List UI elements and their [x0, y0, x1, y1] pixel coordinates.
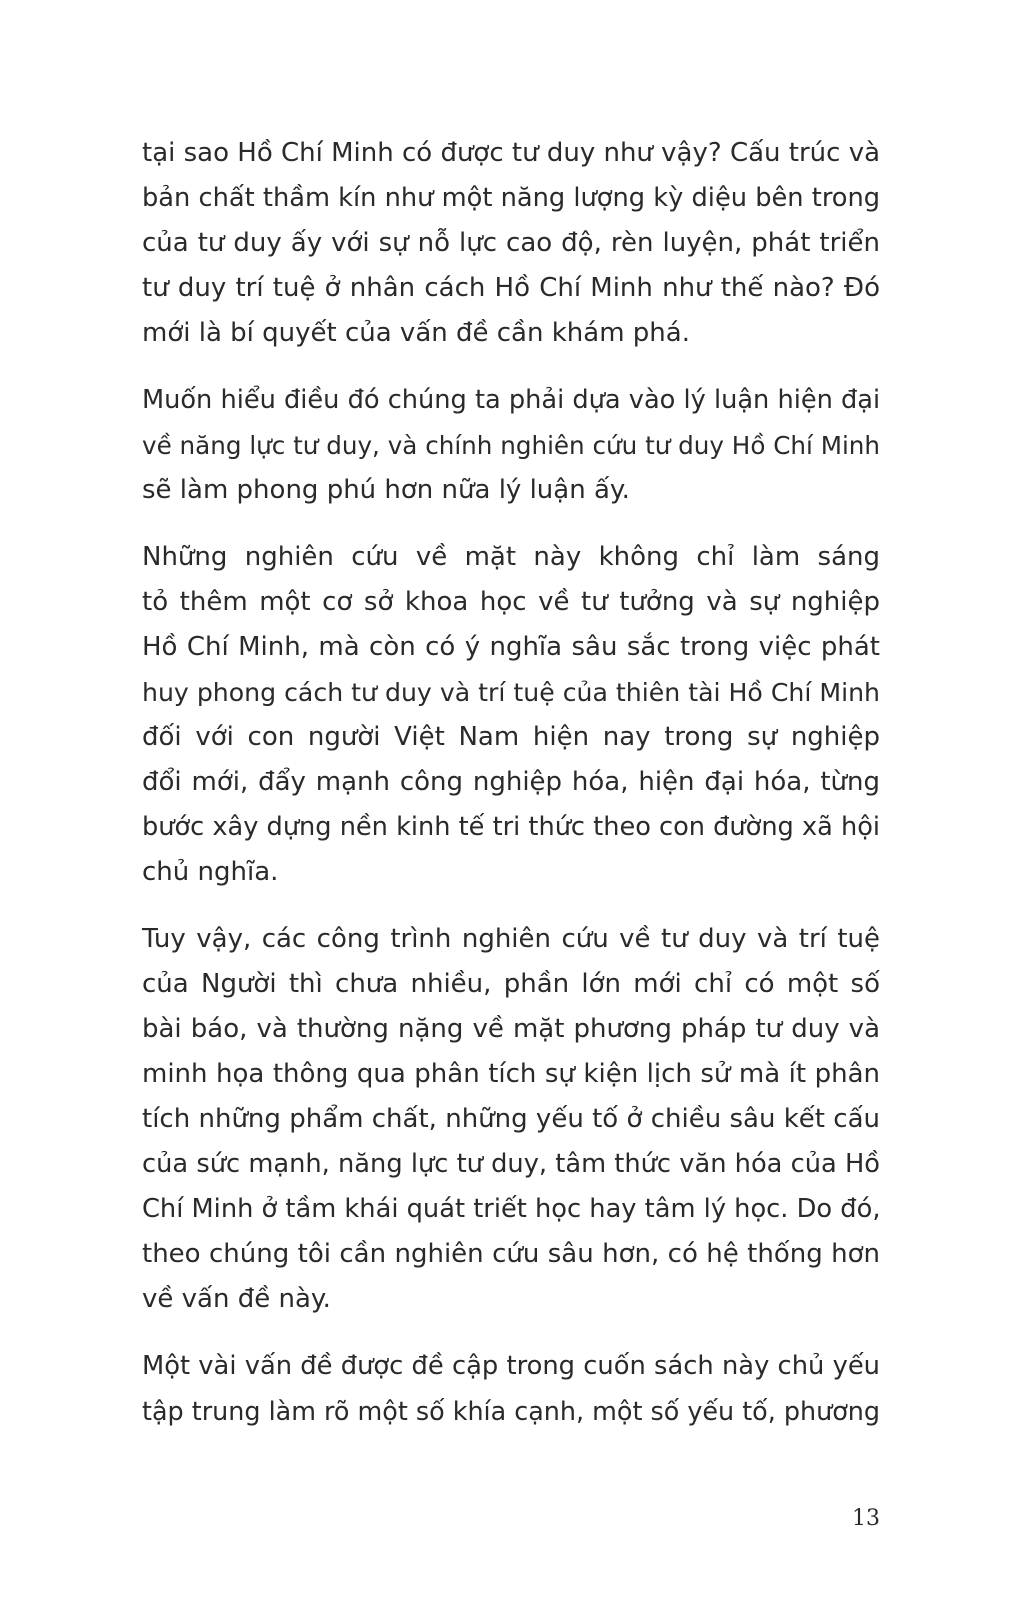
body-text [142, 131, 880, 1456]
text-line: đổi mới, đẩy mạnh công nghiệp hóa, hiện đại hóa, từng [142, 767, 880, 797]
text-line: mới là bí quyết của vấn đề cần khám phá. [142, 318, 690, 348]
paragraph-2 [142, 378, 880, 513]
text-line: bài báo, và thường nặng về mặt phương pháp tư duy và [142, 1014, 880, 1044]
paragraph-5 [142, 1344, 880, 1434]
text-line: về vấn đề này. [142, 1284, 331, 1314]
text-line: Chí Minh ở tầm khái quát triết học hay tâm lý học. Do đó, [142, 1194, 881, 1224]
text-line: của tư duy ấy với sự nỗ lực cao độ, rèn luyện, phát triển [142, 228, 880, 258]
text-line: tập trung làm rõ một số khía cạnh, một số yếu tố, phương [142, 1396, 880, 1426]
text-line: Một vài vấn đề được đề cập trong cuốn sách này chủ yếu [142, 1351, 880, 1381]
paragraph-1 [142, 131, 880, 356]
text-line: tại sao Hồ Chí Minh có được tư duy như vậy? Cấu trúc và [142, 138, 881, 168]
text-line: huy phong cách tư duy và trí tuệ của thiên tài Hồ Chí Minh [142, 678, 880, 707]
text-line: của Người thì chưa nhiều, phần lớn mới chỉ có một số [142, 969, 880, 999]
text-line: theo chúng tôi cần nghiên cứu sâu hơn, có hệ thống hơn [142, 1239, 880, 1269]
text-line: đối với con người Việt Nam hiện nay trong sự nghiệp [142, 722, 880, 752]
text-line: Tuy vậy, các công trình nghiên cứu về tư duy và trí tuệ [142, 924, 880, 954]
text-line: minh họa thông qua phân tích sự kiện lịch sử mà ít phân [142, 1059, 880, 1089]
text-line: tích những phẩm chất, những yếu tố ở chiều sâu kết cấu [142, 1104, 880, 1134]
text-line: bản chất thầm kín như một năng lượng kỳ diệu bên trong [142, 183, 881, 213]
text-line: Muốn hiểu điều đó chúng ta phải dựa vào lý luận hiện đại [142, 385, 881, 415]
paragraph-4 [142, 917, 880, 1322]
text-line: tỏ thêm một cơ sở khoa học về tư tưởng và sự nghiệp [142, 587, 880, 617]
text-line: tư duy trí tuệ ở nhân cách Hồ Chí Minh như thế nào? Đó [142, 273, 880, 303]
text-line: của sức mạnh, năng lực tư duy, tâm thức văn hóa của Hồ [142, 1149, 880, 1179]
text-line: sẽ làm phong phú hơn nữa lý luận ấy. [142, 475, 630, 505]
text-line: Những nghiên cứu về mặt này không chỉ làm sáng [142, 542, 880, 572]
text-line: chủ nghĩa. [142, 857, 279, 887]
page-number: 13 [852, 1506, 880, 1531]
paragraph-3 [142, 535, 880, 895]
text-line: về năng lực tư duy, và chính nghiên cứu tư duy Hồ Chí Minh [142, 431, 880, 460]
text-line: bước xây dựng nền kinh tế tri thức theo con đường xã hội [142, 812, 880, 842]
text-line: Hồ Chí Minh, mà còn có ý nghĩa sâu sắc trong việc phát [142, 632, 880, 662]
